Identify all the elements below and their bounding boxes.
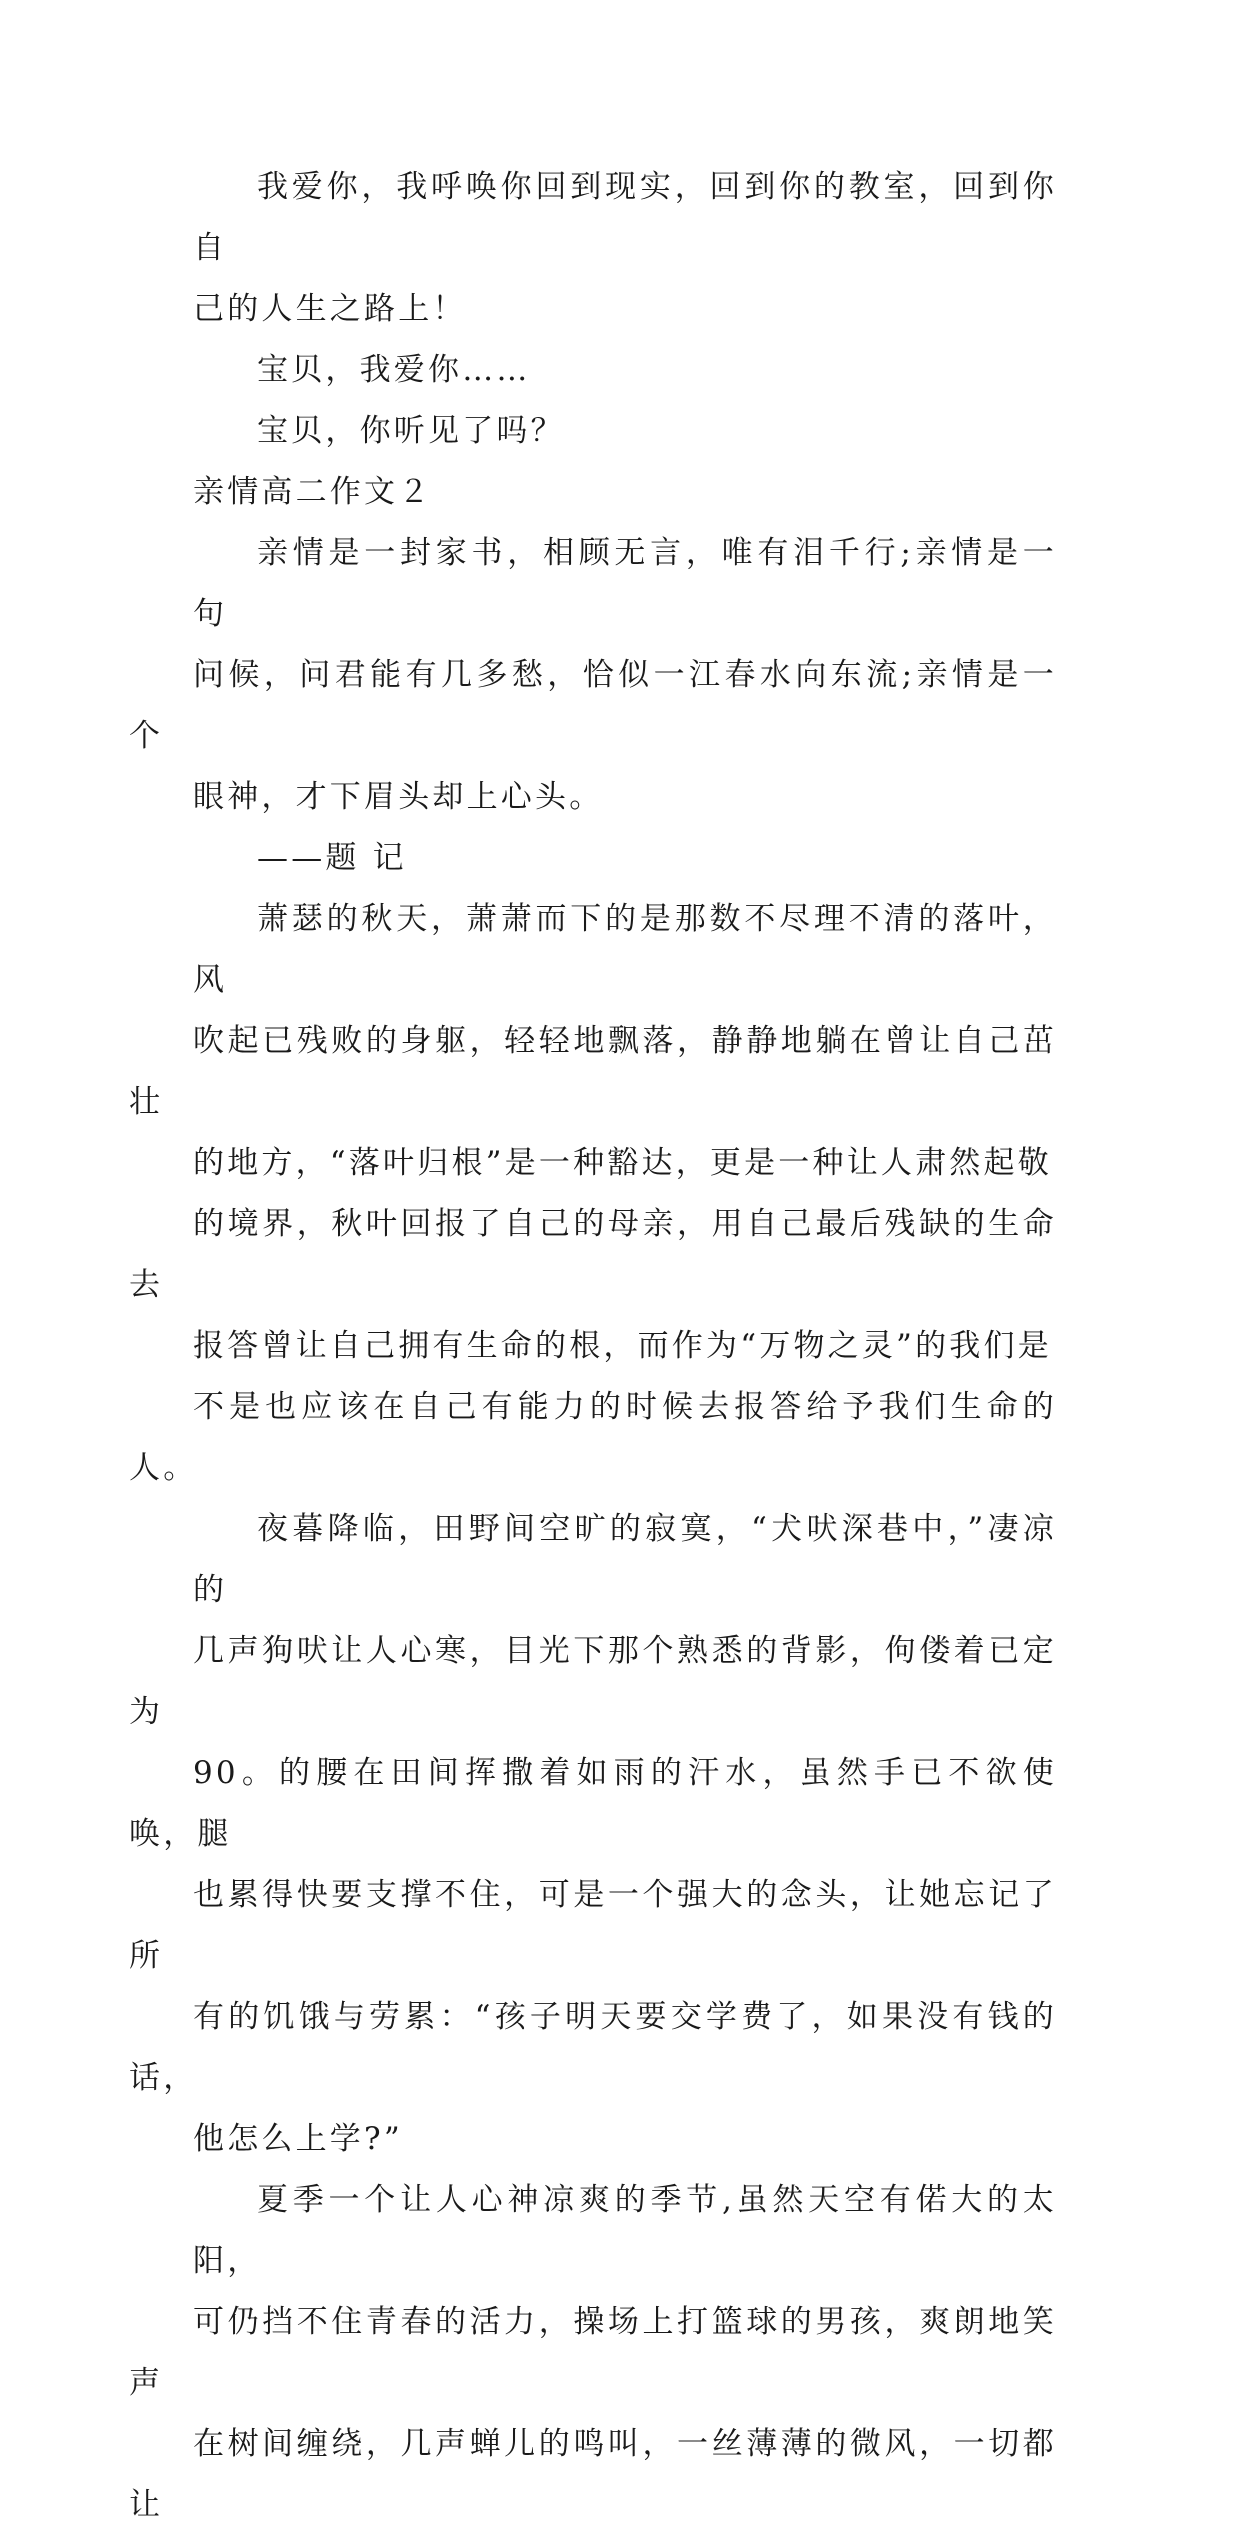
paragraph xyxy=(129,889,1057,1499)
text-line: 在树间缠绕，几声蝉儿的鸣叫，一丝薄薄的微风，一切都让 xyxy=(129,2426,1057,2523)
text-line: 的境界，秋叶回报了自己的母亲，用自己最后残缺的生命去 xyxy=(129,1206,1057,1303)
paragraph xyxy=(193,340,1057,401)
text-line: 也累得快要支撑不住，可是一个强大的念头，让她忘记了所 xyxy=(129,1877,1057,1974)
section-heading xyxy=(193,462,1057,523)
text-line: 眼神，才下眉头却上心头。 xyxy=(193,779,604,815)
text-line: ——题 记 xyxy=(257,840,407,876)
text-line: 可仍挡不住青春的活力，操场上打篮球的男孩，爽朗地笑声 xyxy=(129,2304,1057,2401)
text-line: 己的人生之路上！ xyxy=(193,291,467,327)
text-line: 有的饥饿与劳累：“孩子明天要交学费了，如果没有钱的话， xyxy=(129,1999,1057,2096)
paragraph xyxy=(193,157,1057,340)
paragraph xyxy=(129,523,1057,828)
text-line: 他怎么上学?” xyxy=(193,2121,403,2157)
text-line: 90。的腰在田间挥撒着如雨的汗水，虽然手已不欲使唤，腿 xyxy=(129,1755,1057,1852)
paragraph xyxy=(129,2170,1057,2536)
text-line: 萧瑟的秋天，萧萧而下的是那数不尽理不清的落叶，风 xyxy=(193,901,1057,998)
text-line: 问候，问君能有几多愁，恰似一江春水向东流;亲情是一个 xyxy=(129,657,1057,754)
text-line: 宝贝，你听见了吗？ xyxy=(257,413,565,449)
text-line: 亲情高二作文２ xyxy=(193,474,433,510)
text-line: 几声狗吠让人心寒，目光下那个熟悉的背影，佝偻着已定为 xyxy=(129,1633,1057,1730)
text-line: 宝贝，我爱你…… xyxy=(257,352,531,388)
text-line: 的地方，“落叶归根”是一种豁达，更是一种让人肃然起敬 xyxy=(193,1145,1052,1181)
text-line: 夏季一个让人心神凉爽的季节,虽然天空有偌大的太阳， xyxy=(193,2182,1057,2279)
document-body xyxy=(129,157,1057,2536)
text-line: 不是也应该在自己有能力的时候去报答给予我们生命的人。 xyxy=(129,1389,1057,1486)
paragraph xyxy=(129,1499,1057,2170)
inscription xyxy=(193,828,1057,889)
text-line: 报答曾让自己拥有生命的根，而作为“万物之灵”的我们是 xyxy=(193,1328,1052,1364)
text-line: 亲情是一封家书，相顾无言，唯有泪千行;亲情是一句 xyxy=(193,535,1057,632)
text-line: 夜暮降临，田野间空旷的寂寞，“犬吠深巷中，”凄凉的 xyxy=(193,1511,1057,1608)
paragraph xyxy=(193,401,1057,462)
text-line: 我爱你，我呼唤你回到现实，回到你的教室，回到你自 xyxy=(193,169,1057,266)
text-line: 吹起已残败的身躯，轻轻地飘落，静静地躺在曾让自己茁壮 xyxy=(129,1023,1057,1120)
